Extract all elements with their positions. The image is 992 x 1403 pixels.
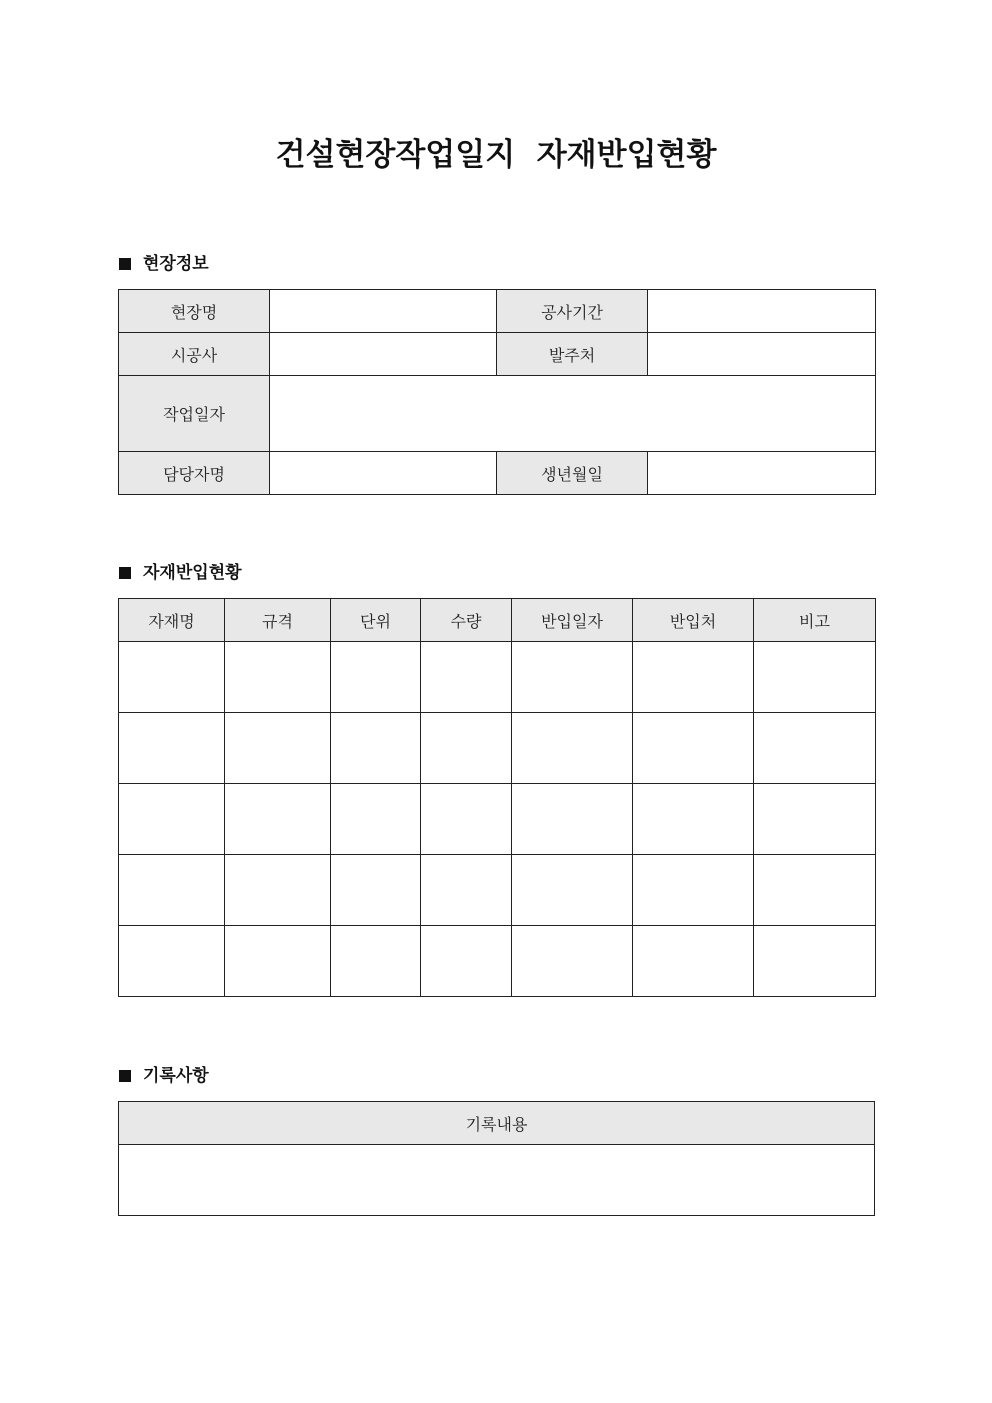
table-cell[interactable] [225,855,331,926]
table-cell[interactable] [331,926,421,997]
table-cell[interactable] [633,713,754,784]
table-cell[interactable] [754,784,876,855]
table-cell[interactable] [421,784,512,855]
table-row [119,713,876,784]
table-cell[interactable] [119,713,225,784]
table-row [119,926,876,997]
table-cell[interactable] [754,855,876,926]
table-cell[interactable] [633,855,754,926]
document-title: 건설현장작업일지 자재반입현황 [275,137,717,173]
table-row [119,290,876,333]
table-cell[interactable] [512,642,633,713]
section-heading-label: 기록사항 [143,1066,209,1086]
table-header-row [119,599,876,642]
table-cell[interactable] [754,713,876,784]
table-cell[interactable] [225,784,331,855]
contractor-field[interactable] [270,333,497,376]
table-cell[interactable] [331,642,421,713]
table-cell[interactable] [633,784,754,855]
record-content-field[interactable] [119,1145,875,1216]
column-header: 반입처 [633,599,754,642]
table-cell[interactable] [421,713,512,784]
table-cell[interactable] [225,926,331,997]
table-cell[interactable] [331,784,421,855]
table-cell[interactable] [119,784,225,855]
table-cell[interactable] [119,642,225,713]
birth-label: 생년월일 [497,452,648,495]
table-cell[interactable] [512,713,633,784]
table-cell[interactable] [754,642,876,713]
table-cell[interactable] [512,926,633,997]
materials-table [118,598,876,997]
contractor-label: 시공사 [119,333,270,376]
client-label: 발주처 [497,333,648,376]
table-row [119,855,876,926]
table-row [119,784,876,855]
table-cell[interactable] [421,855,512,926]
table-row [119,1145,875,1216]
client-field[interactable] [648,333,876,376]
section-heading-label: 자재반입현황 [143,563,242,583]
column-header: 자재명 [119,599,225,642]
table-header-row [119,1102,875,1145]
table-row [119,333,876,376]
table-cell[interactable] [119,855,225,926]
table-cell[interactable] [421,926,512,997]
table-cell[interactable] [633,642,754,713]
site-info-table [118,289,876,495]
table-cell[interactable] [754,926,876,997]
square-bullet-icon [119,1070,131,1082]
square-bullet-icon [119,567,131,579]
column-header: 반입일자 [512,599,633,642]
table-cell[interactable] [225,713,331,784]
table-cell[interactable] [331,855,421,926]
column-header: 수량 [421,599,512,642]
table-cell[interactable] [512,855,633,926]
section-heading-materials [119,561,242,585]
column-header: 단위 [331,599,421,642]
table-cell[interactable] [225,642,331,713]
column-header: 비고 [754,599,876,642]
work-date-field[interactable] [270,376,876,452]
square-bullet-icon [119,258,131,270]
table-cell[interactable] [331,713,421,784]
section-heading-site-info [119,252,209,276]
table-row [119,642,876,713]
work-date-label: 작업일자 [119,376,270,452]
table-row [119,452,876,495]
table-cell[interactable] [421,642,512,713]
section-heading-records [119,1064,209,1088]
period-label: 공사기간 [497,290,648,333]
section-heading-label: 현장정보 [143,254,209,274]
site-name-field[interactable] [270,290,497,333]
table-cell[interactable] [119,926,225,997]
birth-field[interactable] [648,452,876,495]
records-table [118,1101,875,1216]
manager-label: 담당자명 [119,452,270,495]
table-cell[interactable] [633,926,754,997]
column-header: 기록내용 [119,1102,875,1145]
table-row [119,376,876,452]
manager-field[interactable] [270,452,497,495]
column-header: 규격 [225,599,331,642]
site-name-label: 현장명 [119,290,270,333]
period-field[interactable] [648,290,876,333]
table-cell[interactable] [512,784,633,855]
